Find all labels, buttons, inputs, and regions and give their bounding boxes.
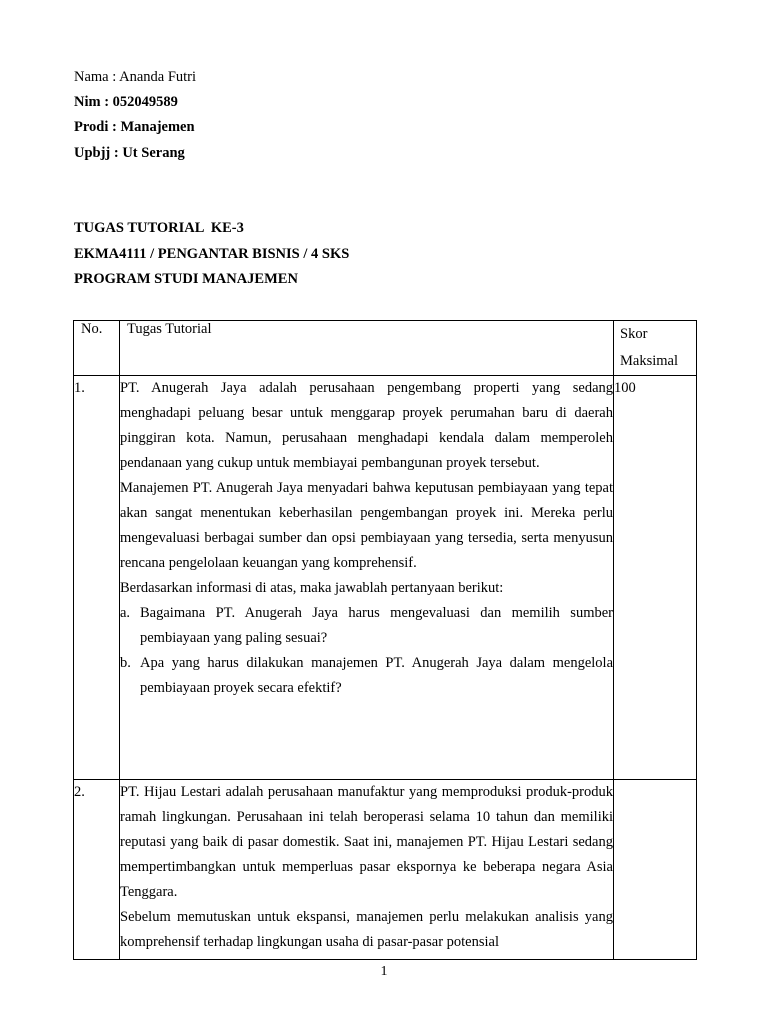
header-task: Tugas Tutorial <box>120 321 614 376</box>
row-number: 2. <box>74 780 120 960</box>
student-name: Nama : Ananda Futri <box>74 69 197 85</box>
table-row <box>74 780 697 960</box>
student-nim: Nim : 052049589 <box>74 94 178 110</box>
table-row <box>74 376 697 780</box>
table-header-row <box>74 321 697 376</box>
header-score-line2: Maksimal <box>620 353 678 369</box>
list-item <box>120 601 613 651</box>
task-paragraph: PT. Anugerah Jaya adalah perusahaan pengembang properti yang sedang menghadapi peluang besar untuk menggarap proyek perumahan baru di daerah pinggiran kota. Namun, perusahaan menghadapi kendala dalam memperoleh pendanaan yang cukup untuk membiayai pembangunan proyek tersebut. <box>120 380 613 471</box>
question-text: Apa yang harus dilakukan manajemen PT. Anugerah Jaya dalam mengelola pembiayaan proyek secara efektif? <box>140 655 613 696</box>
row-number: 1. <box>74 376 120 780</box>
task-paragraph: Manajemen PT. Anugerah Jaya menyadari bahwa keputusan pembiayaan yang tepat akan sangat menentukan keberhasilan pengembangan proyek ini. Mereka perlu mengevaluasi berbagai sumber dan opsi pembiayaan yang tersedia, serta menyusun rencana pengelolaan keuangan yang komprehensif. <box>120 480 613 571</box>
assignment-course: EKMA4111 / PENGANTAR BISNIS / 4 SKS <box>74 246 350 262</box>
question-marker: b. <box>120 655 131 671</box>
question-list <box>120 601 613 701</box>
header-score-line1: Skor <box>620 326 648 342</box>
assignment-title: TUGAS TUTORIAL KE-3 <box>74 220 244 236</box>
question-marker: a. <box>120 605 131 621</box>
assignment-program: PROGRAM STUDI MANAJEMEN <box>74 271 298 287</box>
page-number: 1 <box>380 964 388 979</box>
student-prodi: Prodi : Manajemen <box>74 119 195 135</box>
student-upbjj: Upbjj : Ut Serang <box>74 145 185 161</box>
task-paragraph: PT. Hijau Lestari adalah perusahaan manufaktur yang memproduksi produk-produk ramah lingkungan. Perusahaan ini telah beroperasi selama 10 tahun dan memiliki reputasi yang baik di pasar domestik. Saat ini, manajemen PT. Hijau Lestari sedang mempertimbangkan untuk memperluas pasar ekspornya ke beberapa negara Asia Tenggara. <box>120 784 613 900</box>
header-score <box>614 321 697 376</box>
row-score: 100 <box>614 376 697 780</box>
task-description <box>120 780 614 960</box>
task-paragraph: Berdasarkan informasi di atas, maka jawablah pertanyaan berikut: <box>120 580 504 596</box>
header-no: No. <box>74 321 120 376</box>
task-paragraph: Sebelum memutuskan untuk ekspansi, manajemen perlu melakukan analisis yang komprehensif terhadap lingkungan usaha di pasar-pasar potensial <box>120 909 613 950</box>
tutorial-task-table <box>73 320 697 960</box>
list-item <box>120 651 613 701</box>
row-score <box>614 780 697 960</box>
question-text: Bagaimana PT. Anugerah Jaya harus mengevaluasi dan memilih sumber pembiayaan yang paling sesuai? <box>140 605 613 646</box>
task-description <box>120 376 614 780</box>
